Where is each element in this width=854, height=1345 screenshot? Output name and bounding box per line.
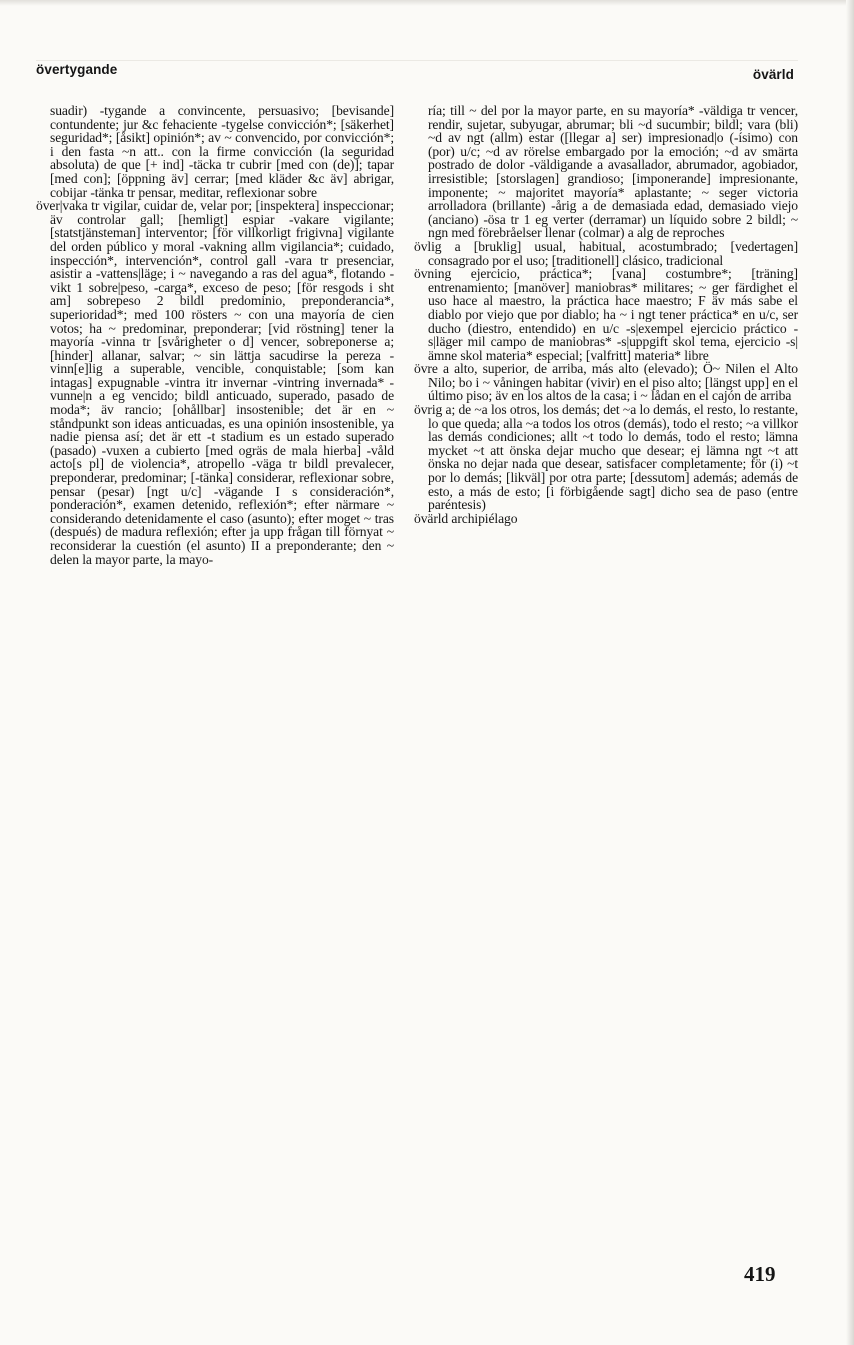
dictionary-entry: övning ejercicio, práctica*; [vana] costumbre*; [träning] entrenamiento; [manöver] maniobras* militares; ~ ger färdighet el uso hace al maestro, la práctica hace maestro; F äv más sabe el diablo por viejo que por diablo; ha ~ i ngt tener práctica* en u/c, ser ducho (diestro, entendido) en u/c -s|exempel ejercicio práctico -s|läger mil campo de maniobras* -s|uppgift skol tema, ejercicio -s|ämne skol materia* especial; [valfritt] materia* libre	[414, 266, 798, 363]
dictionary-entry: övre a alto, superior, de arriba, más alto (elevado); Ö~ Nilen el Alto Nilo; bo i ~ våningen habitar (vivir) en el piso alto; [längst upp] en el último piso; äv en los altos de la casa; i ~ lådan en el cajón de arriba	[414, 361, 798, 404]
page-number: 419	[744, 1262, 776, 1286]
dictionary-entry: övrig a; de ~a los otros, los demás; det ~a lo demás, el resto, lo restante, lo que queda; alla ~a todos los otros (demás), todo el resto; ~a villkor las demás condiciones; allt ~t todo lo demás, todo el resto; lämna mycket ~t att önska dejar mucho que desear; ej lämna ngt ~t att önska no dejar nada que desear, satisfacer completamente; för (i) ~t por lo demás; [likväl] por otra parte; [dessutom] además; además de esto, a más de esto; [i förbigående sagt] dicho sea de paso (entre paréntesis)	[414, 402, 798, 513]
dictionary-column-left	[36, 104, 394, 566]
page-right-edge-shadow	[846, 0, 854, 1345]
running-head-left: övertygande	[36, 62, 118, 77]
dictionary-column-right	[414, 104, 798, 525]
dictionary-entry: över|vaka tr vigilar, cuidar de, velar por; [inspektera] inspeccionar; äv controlar gall; [hemligt] espiar -vakare vigilante; [statstjänsteman] interventor; [för villkorligt frigivna] vigilante del orden público y moral -vakning allm vigilancia*; cuidado, inspección*, intervención*, control gall -vara tr presenciar, asistir a -vattens|läge; i ~ navegando a ras del agua*, flotando -vikt 1 sobre|peso, -carga*, exceso de peso; [för resgods i sht am] sobrepeso 2 bildl predominio, preponderancia*, superioridad*; med 100 rösters ~ con una mayoría de cien votos; ha ~ predominar, preponderar; [vid röstning] tener la mayoría -vinna tr [svårigheter o d] vencer, sobreponerse a; [hinder] allanar, salvar; ~ sin lättja sacudirse la pereza -vinn[e]lig a superable, vencible, conquistable; [som kan intagas] expugnable -vintra itr invernar -vintring invernada* -vunne|n a eg vencido; bildl anticuado, superado, pasado de moda*; äv rancio; [ohållbar] insostenible; det är en ~ ståndpunkt son ideas anticuadas, es una opinión insostenible, ya nadie piensa así; det är ett -t stadium es un estado superado (pasado) -vuxen a cubierto [med ogräs de mala hierba] -våld acto[s pl] de violencia*, atropello -väga tr bildl prevalecer, preponderar, predominar; [-tänka] considerar, reflexionar sobre, pensar (pesar) [ngt u/c] -vägande I s consideración*, ponderación*, examen detenido, reflexión*; efter närmare ~ considerando detenidamente el caso (asunto); efter moget ~ tras (después) de madura reflexión; efter ja upp frågan till förnyat ~ reconsiderar la cuestión (el asunto) II a preponderante; den ~ delen la mayor parte, la mayo-	[36, 198, 394, 567]
dictionary-entry: övlig a [bruklig] usual, habitual, acostumbrado; [vedertagen] consagrado por el uso; [traditionell] clásico, tradicional	[414, 238, 798, 268]
running-head-right: övärld	[752, 67, 794, 82]
dictionary-entry: övärld archipiélago	[414, 510, 518, 526]
dictionary-entry: ría; till ~ del por la mayor parte, en su mayoría* -väldiga tr vencer, rendir, sujetar, subyugar, abrumar; bli ~d sucumbir; bildl; vara (bli) ~d av ngt (allm) estar ([llegar a] ser) impresionad|o (-ísimo) con (por) u/c; ~d av rörelse embargado por la emoción; ~d av smärta postrado de dolor -väldigande a avasallador, abrumador, agobiador, irresistible; [storslagen] grandioso; [imponerande] impresionante, imponente; ~ majoritet mayoría* aplastante; ~ seger victoria arrolladora (brillante) -årig a de demasiada edad, demasiado viejo (anciano) -ösa tr 1 eg verter (derramar) un líquido sobre 2 bildl; ~ ngn med förebråelser llenar (colmar) a alg de reproches	[428, 103, 798, 241]
header-rule	[36, 60, 798, 61]
page-top-edge-shadow	[0, 0, 854, 6]
dictionary-entry: suadir) -tygande a convincente, persuasivo; [bevisande] contundente; jur &c fehaciente -tygelse convicción*; [säkerhet] seguridad*; [åsikt] opinión*; av ~ convencido, por convicción*; i den fasta ~n att.. con la firme convicción (la seguridad absoluta) de que [+ ind] -täcka tr cubrir [med con (de)]; tapar [med con]; [öppning äv] cerrar; [med kläder &c äv] abrigar, cobijar -tänka tr pensar, meditar, reflexionar sobre	[50, 103, 394, 200]
